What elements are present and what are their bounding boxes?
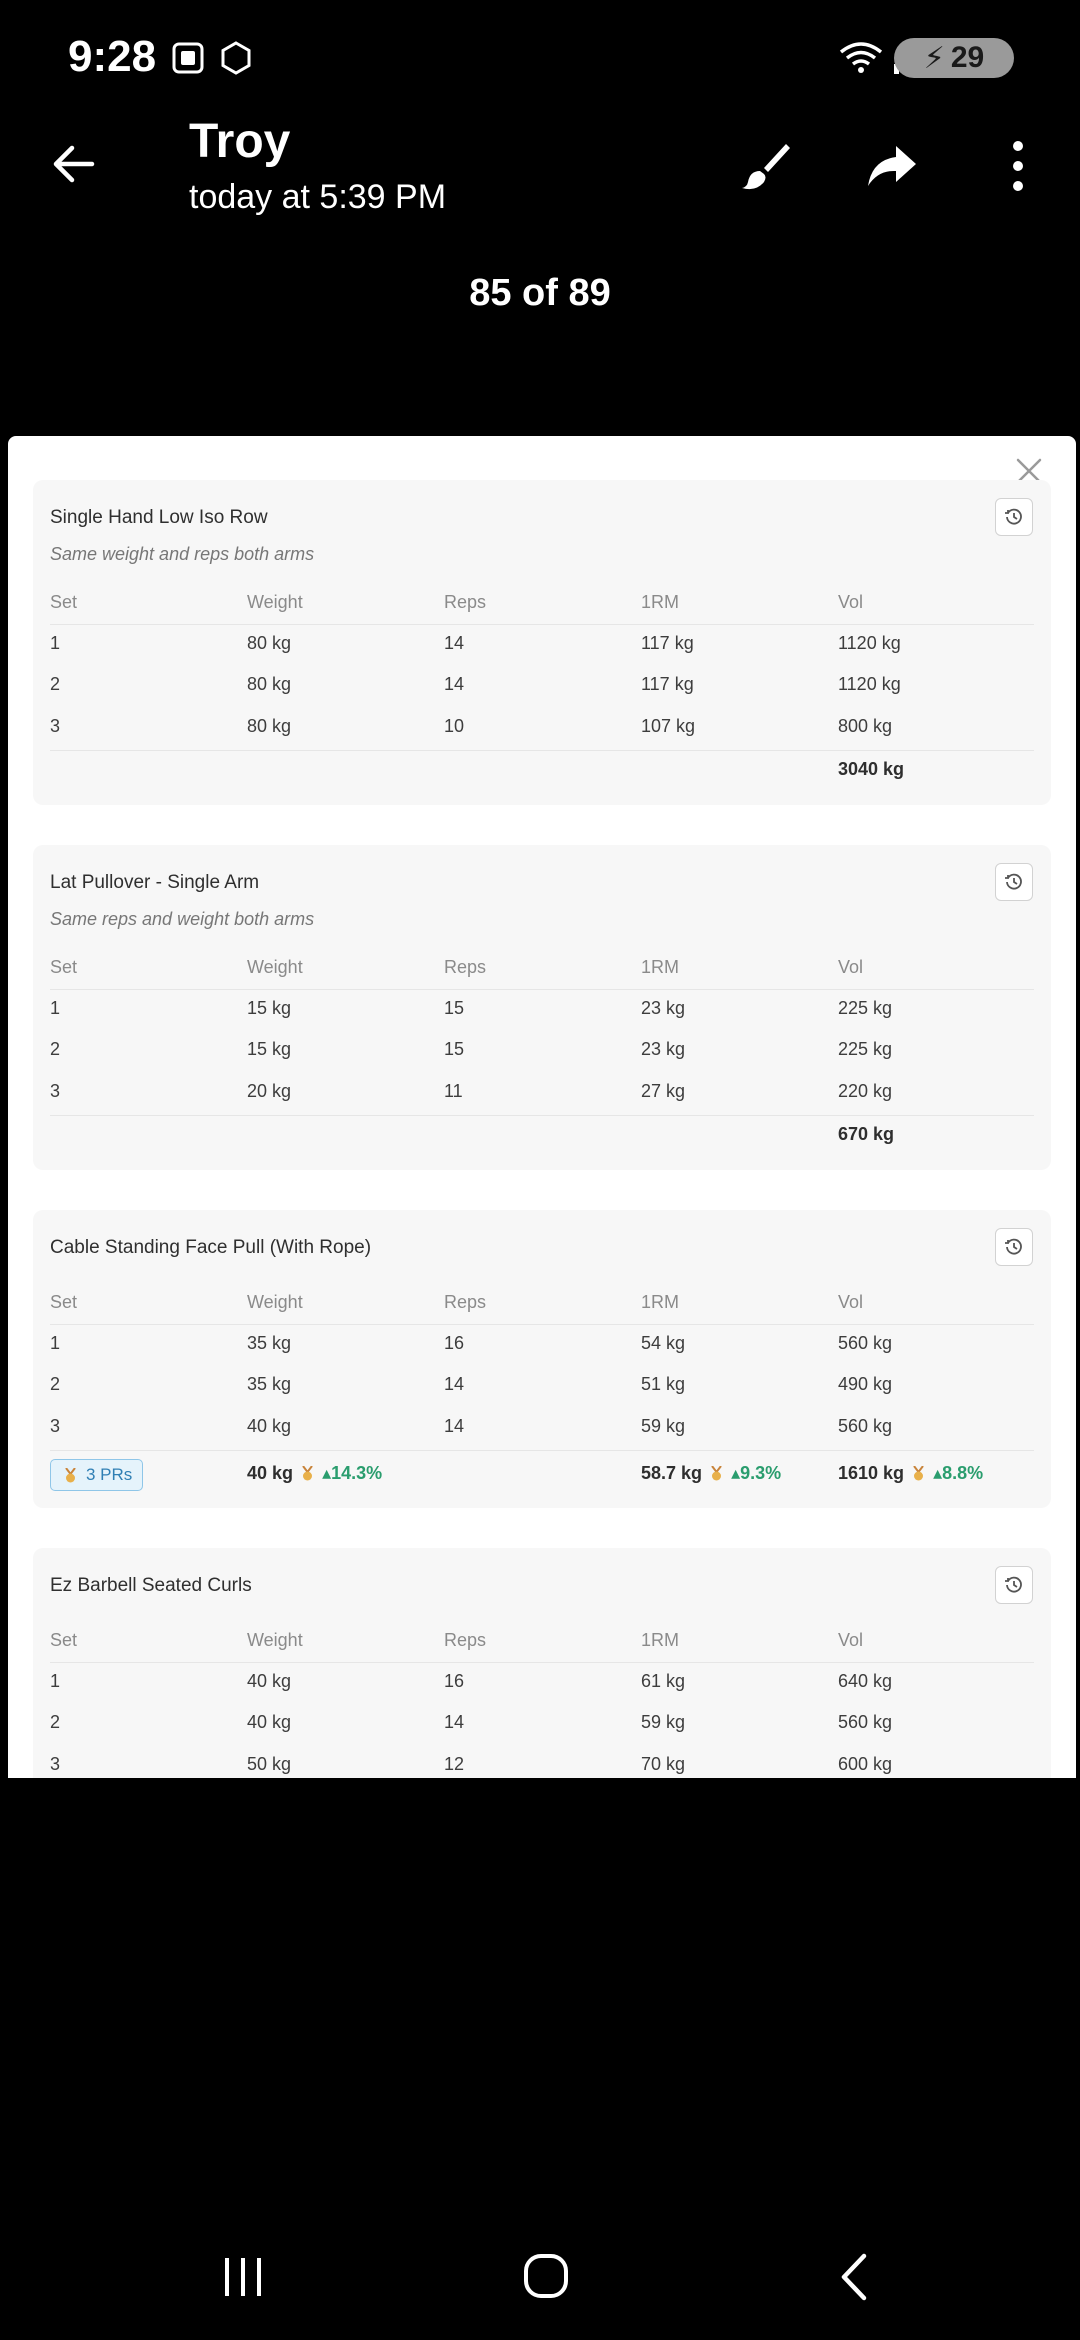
col-vol: Vol — [838, 1630, 864, 1650]
weight: 15 kg — [247, 998, 292, 1018]
col-weight: Weight — [247, 1630, 303, 1650]
table-row — [50, 666, 1034, 704]
weight: 20 kg — [247, 1081, 292, 1101]
col-1rm: 1RM — [641, 592, 680, 612]
one-rm: 27 kg — [641, 1081, 686, 1101]
volume: 640 kg — [838, 1671, 893, 1691]
history-button[interactable] — [995, 498, 1033, 536]
pr-weight-value: 40 kg — [247, 1463, 294, 1483]
table-header — [50, 584, 1034, 622]
one-rm: 59 kg — [641, 1712, 686, 1732]
one-rm: 23 kg — [641, 998, 686, 1018]
pr-one-rm-value: 58.7 kg — [641, 1463, 703, 1483]
one-rm: 61 kg — [641, 1671, 686, 1691]
recent-apps-icon[interactable] — [218, 2252, 268, 2302]
exercise-name: Lat Pullover - Single Arm — [50, 872, 260, 893]
one-rm: 117 kg — [641, 674, 694, 694]
pr-weight — [247, 1463, 382, 1484]
table-row — [50, 1746, 1034, 1778]
volume: 225 kg — [838, 998, 893, 1018]
table-row — [50, 1324, 1034, 1363]
reps: 10 — [444, 716, 465, 736]
volume: 560 kg — [838, 1333, 893, 1353]
exercise-card — [33, 1210, 1051, 1508]
weight: 40 kg — [247, 1671, 292, 1691]
navigation-bar — [0, 2230, 1080, 2340]
set-number: 1 — [50, 633, 61, 653]
volume: 1120 kg — [838, 674, 901, 694]
set-number: 2 — [50, 1712, 61, 1732]
col-weight: Weight — [247, 1292, 303, 1312]
volume: 560 kg — [838, 1712, 893, 1732]
volume: 1120 kg — [838, 633, 901, 653]
table-row — [50, 1366, 1034, 1404]
reps: 14 — [444, 633, 465, 653]
pr-row — [50, 1450, 1034, 1497]
reps: 14 — [444, 1712, 465, 1732]
exercise-card — [33, 480, 1051, 805]
col-reps: Reps — [444, 592, 487, 612]
reps: 11 — [444, 1081, 463, 1101]
table-row — [50, 1408, 1034, 1446]
exercise-note: Same reps and weight both arms — [50, 909, 315, 929]
up-arrow-icon: ▴ — [933, 1463, 943, 1483]
history-icon — [1004, 1575, 1024, 1595]
table-header — [50, 1284, 1034, 1322]
weight: 35 kg — [247, 1374, 292, 1394]
exercise-name: Cable Standing Face Pull (With Rope) — [50, 1237, 372, 1258]
col-weight: Weight — [247, 957, 303, 977]
col-1rm: 1RM — [641, 957, 680, 977]
exercise-name: Ez Barbell Seated Curls — [50, 1575, 252, 1596]
one-rm: 23 kg — [641, 1039, 686, 1059]
history-icon — [1004, 507, 1024, 527]
set-number: 3 — [50, 1416, 61, 1436]
exercise-name: Single Hand Low Iso Row — [50, 507, 268, 528]
table-row — [50, 624, 1034, 663]
image-counter: 85 of 89 — [469, 272, 611, 314]
weight: 15 kg — [247, 1039, 292, 1059]
message-timestamp: today at 5:39 PM — [189, 178, 447, 216]
total-row — [50, 750, 1034, 789]
reps: 14 — [444, 1416, 465, 1436]
table-row — [50, 1031, 1034, 1069]
total-row — [50, 1115, 1034, 1154]
col-set: Set — [50, 1630, 78, 1650]
pr-volume-gain: 8.8% — [942, 1463, 984, 1483]
volume: 600 kg — [838, 1754, 893, 1774]
table-header — [50, 1622, 1034, 1660]
reps: 16 — [444, 1671, 465, 1691]
exercise-card — [33, 1548, 1051, 1778]
one-rm: 117 kg — [641, 633, 694, 653]
weight: 40 kg — [247, 1416, 292, 1436]
col-vol: Vol — [838, 592, 864, 612]
reps: 14 — [444, 1374, 465, 1394]
col-set: Set — [50, 957, 78, 977]
back-arrow-icon[interactable] — [48, 138, 100, 190]
set-number: 3 — [50, 1081, 61, 1101]
set-number: 1 — [50, 998, 61, 1018]
set-number: 2 — [50, 674, 61, 694]
more-vert-icon[interactable] — [990, 138, 1046, 194]
volume: 560 kg — [838, 1416, 893, 1436]
home-icon[interactable] — [522, 2252, 572, 2302]
weight: 50 kg — [247, 1754, 292, 1774]
history-button[interactable] — [995, 1228, 1033, 1266]
up-arrow-icon: ▴ — [731, 1463, 741, 1483]
col-set: Set — [50, 592, 78, 612]
pr-badge[interactable] — [50, 1459, 143, 1491]
reps: 15 — [444, 1039, 465, 1059]
weight: 80 kg — [247, 674, 292, 694]
medal-icon — [913, 1466, 924, 1481]
col-vol: Vol — [838, 957, 864, 977]
col-1rm: 1RM — [641, 1292, 680, 1312]
status-bar — [0, 0, 1080, 120]
reps: 14 — [444, 674, 465, 694]
weight: 80 kg — [247, 633, 292, 653]
volume: 225 kg — [838, 1039, 893, 1059]
col-vol: Vol — [838, 1292, 864, 1312]
col-weight: Weight — [247, 592, 303, 612]
one-rm: 59 kg — [641, 1416, 686, 1436]
brush-icon[interactable] — [738, 138, 794, 194]
charging-icon: ⚡ — [923, 41, 945, 75]
weight: 40 kg — [247, 1712, 292, 1732]
up-arrow-icon: ▴ — [322, 1463, 332, 1483]
pr-one-rm — [641, 1463, 781, 1484]
hexagon-icon — [218, 40, 254, 76]
volume: 220 kg — [838, 1081, 893, 1101]
wifi-icon — [838, 40, 884, 76]
one-rm: 54 kg — [641, 1333, 686, 1353]
weight: 35 kg — [247, 1333, 292, 1353]
medal-icon — [65, 1468, 76, 1483]
pr-one-rm-gain: 9.3% — [740, 1463, 782, 1483]
pr-volume-value: 1610 kg — [838, 1463, 905, 1483]
total-volume: 3040 kg — [838, 759, 905, 779]
table-row — [50, 989, 1034, 1028]
exercise-card — [33, 845, 1051, 1170]
set-number: 1 — [50, 1671, 61, 1691]
set-number: 2 — [50, 1039, 61, 1059]
table-row — [50, 1073, 1034, 1111]
screenshot-icon — [170, 40, 206, 76]
total-volume: 670 kg — [838, 1124, 895, 1144]
one-rm: 107 kg — [641, 716, 696, 736]
clock: 9:28 — [68, 32, 157, 81]
battery-level: 29 — [950, 41, 985, 74]
volume: 800 kg — [838, 716, 893, 736]
reps: 12 — [444, 1754, 465, 1774]
table-row — [50, 1662, 1034, 1701]
weight: 80 kg — [247, 716, 292, 736]
medal-icon — [711, 1466, 722, 1481]
back-nav-icon[interactable] — [830, 2252, 880, 2302]
col-set: Set — [50, 1292, 78, 1312]
set-number: 3 — [50, 1754, 61, 1774]
set-number: 1 — [50, 1333, 61, 1353]
set-number: 2 — [50, 1374, 61, 1394]
one-rm: 70 kg — [641, 1754, 686, 1774]
col-1rm: 1RM — [641, 1630, 680, 1650]
one-rm: 51 kg — [641, 1374, 686, 1394]
history-button[interactable] — [995, 863, 1033, 901]
reps: 16 — [444, 1333, 465, 1353]
col-reps: Reps — [444, 1292, 487, 1312]
reps: 15 — [444, 998, 465, 1018]
medal-icon — [302, 1466, 313, 1481]
volume: 490 kg — [838, 1374, 893, 1394]
col-reps: Reps — [444, 1630, 487, 1650]
sender-name: Troy — [189, 115, 291, 168]
exercise-note: Same weight and reps both arms — [50, 544, 315, 564]
history-button[interactable] — [995, 1566, 1033, 1604]
history-icon — [1004, 1237, 1024, 1257]
pr-weight-gain: 14.3% — [331, 1463, 383, 1483]
table-row — [50, 708, 1034, 746]
battery-indicator — [894, 38, 1014, 78]
pr-count: 3 PRs — [86, 1465, 133, 1484]
col-reps: Reps — [444, 957, 487, 977]
shared-image[interactable] — [8, 436, 1076, 1778]
share-icon[interactable] — [864, 138, 920, 194]
table-header — [50, 949, 1034, 987]
pr-volume — [838, 1463, 983, 1484]
table-row — [50, 1704, 1034, 1742]
set-number: 3 — [50, 716, 61, 736]
history-icon — [1004, 872, 1024, 892]
